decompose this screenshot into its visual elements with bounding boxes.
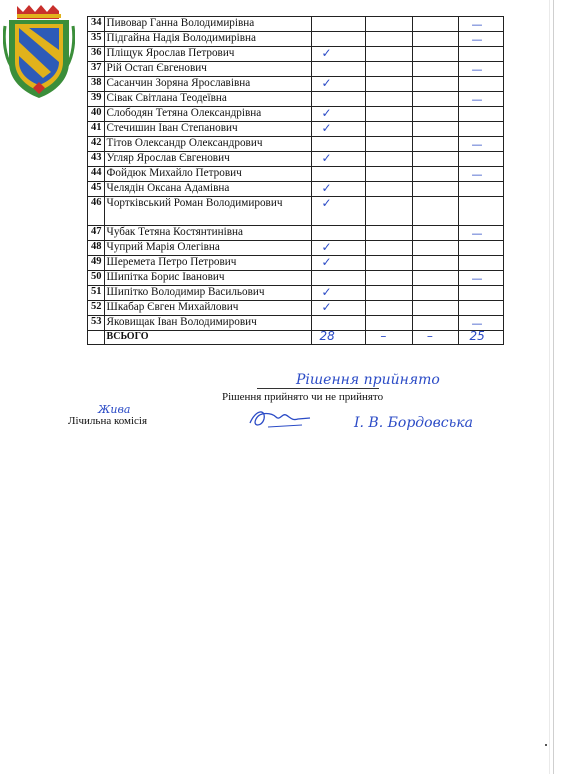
row-number: 45 [88,182,105,197]
vote-abstain-cell [412,122,459,137]
row-number: 40 [88,107,105,122]
checkmark-icon: ✓ [321,255,332,269]
voting-table [87,16,504,345]
deputy-name: Пивовар Ганна Володимирівна [104,17,311,32]
table-row [88,301,504,316]
checkmark-icon: ✓ [321,285,332,299]
deputy-name: Яковищак Іван Володимирович [104,316,311,331]
row-number: 34 [88,17,105,32]
bordovska-signature [350,410,480,434]
vote-against-cell [366,286,413,301]
vote-for-cell [311,92,366,107]
vote-not-voted-cell [459,182,504,197]
vote-not-voted-cell [459,107,504,122]
dash-mark: — [471,93,483,106]
dash-mark: — [471,168,483,181]
row-number: 49 [88,256,105,271]
checkmark-icon: ✓ [321,106,332,120]
dash-mark: — [471,138,483,151]
vote-against-cell [366,241,413,256]
vote-abstain-cell [412,241,459,256]
vote-abstain-cell [412,182,459,197]
deputy-name: Шипітка Борис Іванович [104,271,311,286]
total-not-voted-cell [459,331,504,345]
checkmark-icon: ✓ [321,300,332,314]
vote-for-cell [311,256,366,271]
coat-of-arms-logo [3,2,75,100]
vote-not-voted-cell [459,77,504,92]
vote-for-cell [311,137,366,152]
vote-for-cell [311,226,366,241]
deputy-name: Шипітко Володимир Васильович [104,286,311,301]
deputy-name: Шеремета Петро Петрович [104,256,311,271]
vote-against-cell [366,77,413,92]
row-number: 51 [88,286,105,301]
table-row [88,122,504,137]
vote-for-cell [311,107,366,122]
table-row [88,256,504,271]
dash-mark: — [471,33,483,46]
deputy-name: Чортківський Роман Володимирович [104,197,311,226]
row-number: 48 [88,241,105,256]
vote-for-cell [311,77,366,92]
deputy-name: Слободян Тетяна Олександрівна [104,107,311,122]
table-row [88,107,504,122]
table-row [88,77,504,92]
page-speck [545,744,547,746]
total-against-value: – [380,329,387,343]
vote-not-voted-cell [459,271,504,286]
table-row [88,47,504,62]
vote-abstain-cell [412,271,459,286]
total-abstain-value: – [426,329,433,343]
row-number: 41 [88,122,105,137]
vote-abstain-cell [412,62,459,77]
vote-abstain-cell [412,167,459,182]
vote-abstain-cell [412,107,459,122]
vote-abstain-cell [412,226,459,241]
row-number: 52 [88,301,105,316]
table-row [88,271,504,286]
vote-not-voted-cell [459,241,504,256]
row-number: 53 [88,316,105,331]
deputy-name: Пліщук Ярослав Петрович [104,47,311,62]
deputy-name: Челядін Оксана Адамівна [104,182,311,197]
deputy-name: Стечишин Іван Степанович [104,122,311,137]
voting-table-body [88,17,504,331]
vote-not-voted-cell [459,301,504,316]
vote-not-voted-cell [459,256,504,271]
vote-against-cell [366,152,413,167]
table-row [88,167,504,182]
table-row [88,226,504,241]
vote-against-cell [366,182,413,197]
vote-abstain-cell [412,47,459,62]
vote-for-cell [311,62,366,77]
member-signature-scribble [246,405,316,431]
row-number: 38 [88,77,105,92]
row-number: 44 [88,167,105,182]
vote-for-cell [311,197,366,226]
row-number: 36 [88,47,105,62]
vote-not-voted-cell [459,32,504,47]
bordovska-signature-text: І. В. Бордовська [354,415,473,431]
vote-for-cell [311,47,366,62]
vote-against-cell [366,107,413,122]
decision-signature-line [257,388,379,389]
total-against-cell [366,331,413,345]
table-row [88,197,504,226]
row-number: 46 [88,197,105,226]
vote-abstain-cell [412,301,459,316]
deputy-name: Чубак Тетяна Костянтинівна [104,226,311,241]
total-not-voted-value: 25 [469,329,485,343]
table-row [88,286,504,301]
table-row [88,152,504,167]
dash-mark: — [471,63,483,76]
vote-abstain-cell [412,256,459,271]
total-num-cell [88,331,105,345]
vote-not-voted-cell [459,62,504,77]
vote-not-voted-cell [459,226,504,241]
vote-against-cell [366,271,413,286]
vote-against-cell [366,137,413,152]
dash-mark: — [471,227,483,240]
vote-for-cell [311,301,366,316]
vote-not-voted-cell [459,167,504,182]
vote-for-cell [311,286,366,301]
commission-handwritten-signature: Жива [98,403,131,416]
table-row [88,92,504,107]
deputy-name: Рій Остап Євгенович [104,62,311,77]
page-edge [553,0,554,774]
vote-for-cell [311,182,366,197]
vote-not-voted-cell [459,286,504,301]
vote-against-cell [366,316,413,331]
deputy-name: Шкабар Євген Михайлович [104,301,311,316]
checkmark-icon: ✓ [321,46,332,60]
row-number: 39 [88,92,105,107]
row-number: 43 [88,152,105,167]
total-abstain-cell [412,331,459,345]
deputy-name: Чуприй Марія Олегівна [104,241,311,256]
checkmark-icon: ✓ [321,196,332,210]
vote-against-cell [366,32,413,47]
vote-for-cell [311,152,366,167]
vote-not-voted-cell [459,17,504,32]
vote-not-voted-cell [459,137,504,152]
vote-against-cell [366,256,413,271]
table-row [88,316,504,331]
checkmark-icon: ✓ [321,240,332,254]
row-number: 42 [88,137,105,152]
vote-abstain-cell [412,197,459,226]
table-row [88,137,504,152]
deputy-name: Сасанчин Зоряна Ярославівна [104,77,311,92]
vote-abstain-cell [412,92,459,107]
row-number: 47 [88,226,105,241]
total-label: ВСЬОГО [104,331,311,345]
vote-abstain-cell [412,152,459,167]
decision-caption: Рішення прийнято чи не прийнято [222,391,384,403]
vote-not-voted-cell [459,197,504,226]
decision-handwritten: Рішення прийнято [296,372,440,388]
vote-abstain-cell [412,32,459,47]
dash-mark: — [471,18,483,31]
table-row [88,32,504,47]
vote-for-cell [311,122,366,137]
deputy-name: Тітов Олександр Олександрович [104,137,311,152]
dash-mark: — [471,317,483,330]
vote-against-cell [366,226,413,241]
vote-against-cell [366,122,413,137]
vote-not-voted-cell [459,122,504,137]
dash-mark: — [471,272,483,285]
vote-against-cell [366,92,413,107]
table-row [88,241,504,256]
vote-for-cell [311,17,366,32]
vote-for-cell [311,271,366,286]
vote-against-cell [366,197,413,226]
total-row [88,331,504,345]
deputy-name: Сівак Світлана Теодеївна [104,92,311,107]
table-row [88,182,504,197]
deputy-name: Фойдюк Михайло Петрович [104,167,311,182]
commission-label: Лічильна комісія [68,415,148,427]
checkmark-icon: ✓ [321,181,332,195]
vote-for-cell [311,167,366,182]
vote-not-voted-cell [459,152,504,167]
vote-not-voted-cell [459,92,504,107]
vote-for-cell [311,32,366,47]
row-number: 37 [88,62,105,77]
vote-for-cell [311,241,366,256]
deputy-name: Угляр Ярослав Євгенович [104,152,311,167]
vote-not-voted-cell [459,47,504,62]
row-number: 35 [88,32,105,47]
checkmark-icon: ✓ [321,151,332,165]
checkmark-icon: ✓ [321,121,332,135]
vote-abstain-cell [412,17,459,32]
vote-abstain-cell [412,316,459,331]
vote-against-cell [366,301,413,316]
deputy-name: Підгайна Надія Володимирівна [104,32,311,47]
total-for-value: 28 [319,329,335,343]
vote-against-cell [366,167,413,182]
vote-abstain-cell [412,77,459,92]
vote-against-cell [366,62,413,77]
table-row [88,17,504,32]
vote-abstain-cell [412,286,459,301]
vote-against-cell [366,47,413,62]
table-row [88,62,504,77]
row-number: 50 [88,271,105,286]
vote-against-cell [366,17,413,32]
total-for-cell [311,331,366,345]
checkmark-icon: ✓ [321,76,332,90]
vote-abstain-cell [412,137,459,152]
page-edge-shadow [549,0,550,774]
